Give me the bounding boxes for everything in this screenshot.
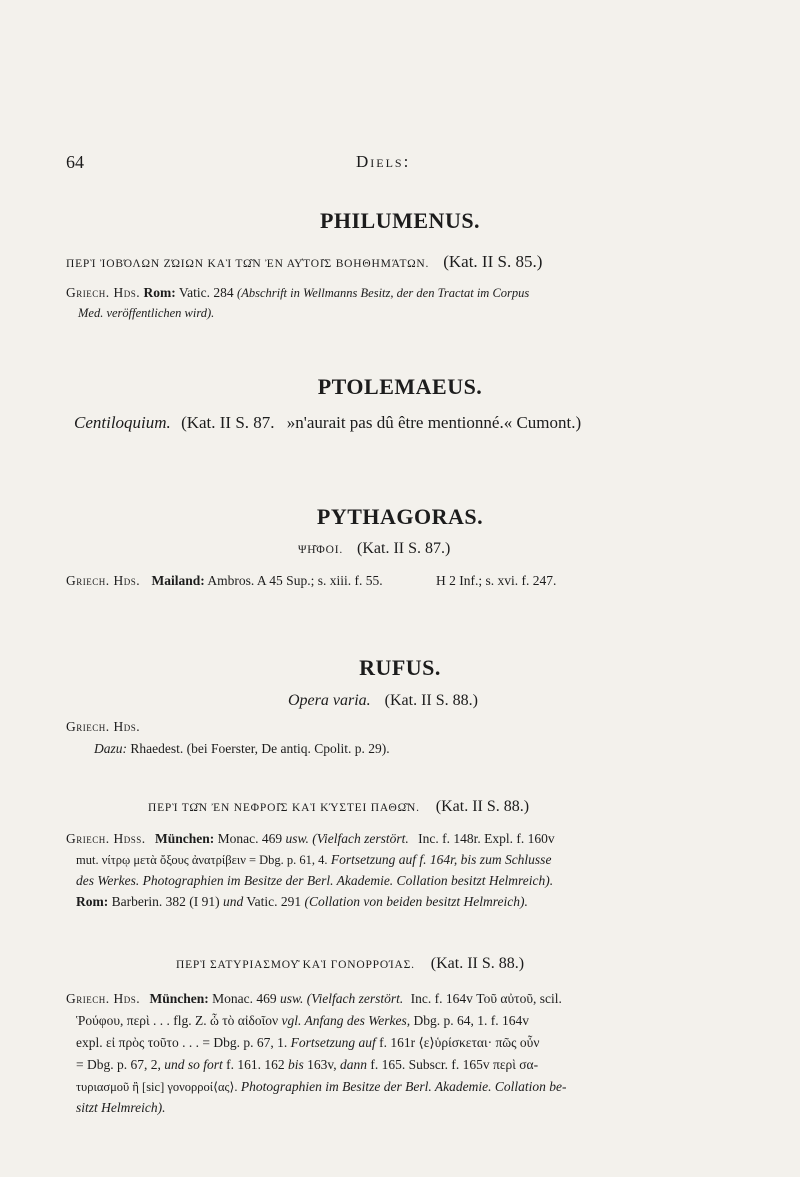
pythagoras-ref: (Kat. II S. 87.) [357, 540, 451, 557]
rufus-s3-greek-title: ΠΕΡῚ ΣΑΤΥΡΙΑΣΜΟΥ͂ ΚΑῚ ΓΟΝΟΡΡΟΊΑΣ. [176, 959, 415, 971]
rufus-s3-satyriasmou: τυριασμοῦ ἢ [sic] γονορροί⟨ας⟩. [76, 1080, 238, 1094]
ptolemaeus-quote: »n'aurait pas dû être mentionné.« Cumont.) [286, 413, 582, 432]
rufus-s3-f161: f. 161r ⟨ε⟩ὑρίσκεται· πῶς οὖν [379, 1035, 540, 1050]
heading-ptolemaeus: PTOLEMAEUS. [317, 374, 483, 399]
rufus-rhaedest: Rhaedest. [130, 741, 184, 756]
rufus-s3-line-6: sitzt Helmreich). [76, 1100, 166, 1115]
rufus-s3-usw: usw. (Vielfach zerstört. [280, 991, 404, 1006]
rufus-s2-rom: Rom: [76, 894, 109, 909]
rufus-s2-monac: Monac. 469 [217, 831, 283, 846]
rufus-s2-line-1 [66, 831, 555, 847]
rufus-s2-inc: Inc. f. 148r. Expl. f. 160v [418, 831, 555, 846]
rufus-s2-und: und [222, 894, 244, 909]
rufus-dazu-line [94, 741, 390, 757]
rufus-s2-fortsetzung: Fortsetzung auf f. 164r, bis zum Schlusse [330, 852, 552, 867]
rufus-s3-bis: bis [288, 1057, 304, 1072]
rufus-s2-ref: (Kat. II S. 88.) [435, 798, 530, 815]
rufus-s3-title-line [176, 955, 524, 973]
philumenus-vatic: Vatic. 284 [178, 285, 234, 300]
rufus-opera-line [288, 692, 478, 710]
rufus-s3-dbg64: Dbg. p. 64, 1. f. 164v [413, 1013, 529, 1028]
rufus-s3-line-2 [76, 1013, 529, 1029]
rufus-s2-mut: mut. νίτρῳ μετὰ ὄξους ἀνατρίβειν = Dbg. p. 61, 4. [76, 853, 328, 867]
ptolemaeus-line [74, 413, 581, 433]
heading-philumenus: PHILUMENUS. [319, 208, 481, 233]
rufus-s3-dann: dann [340, 1057, 368, 1072]
rufus-s3-line-1 [66, 991, 562, 1007]
ptolemaeus-ref: (Kat. II S. 87. [181, 413, 275, 432]
pythagoras-title-line [298, 540, 450, 558]
rufus-opera-ref: (Kat. II S. 88.) [384, 692, 478, 709]
rufus-s2-line-2 [76, 852, 551, 868]
pythagoras-hds: Griech. Hds. [66, 573, 141, 588]
rufus-s2-line-4 [76, 894, 528, 910]
rufus-s3-line-5 [76, 1079, 566, 1095]
rufus-s3-hds: Griech. Hds. [66, 991, 141, 1006]
rufus-s2-usw: usw. (Vielfach zerstört. [285, 831, 409, 846]
rufus-s3-subscr: f. 165. Subscr. f. 165v περὶ σα- [370, 1057, 539, 1072]
rufus-s2-muenchen: München: [155, 831, 215, 846]
ptolemaeus-work: Centiloquium. [74, 413, 171, 432]
rufus-opera-title: Opera varia. [288, 692, 371, 709]
philumenus-line-2: Med. veröffentlichen wird). [78, 306, 215, 320]
heading-rufus: RUFUS. [359, 655, 441, 680]
pythagoras-ambros: Ambros. A 45 Sup.; s. xiii. f. 55. [207, 573, 383, 588]
page-number: 64 [66, 152, 84, 172]
pythagoras-h2: H 2 Inf.; s. xvi. f. 247. [435, 573, 557, 588]
philumenus-note: (Abschrift in Wellmanns Besitz, der den Tractat im Corpus [237, 286, 530, 300]
rufus-s3-inc: Inc. f. 164v Τοῦ αὐτοῦ, scil. [410, 991, 562, 1006]
rufus-s3-monac: Monac. 469 [212, 991, 277, 1006]
rufus-s2-collation: (Collation von beiden besitzt Helmreich). [304, 894, 528, 909]
rufus-s3-line-3 [76, 1035, 539, 1051]
rufus-s2-hdss: Griech. Hdss. [66, 831, 146, 846]
philumenus-greek-title: ΠΕΡῚ ἸΟΒΌΛΩΝ ΖΏΙΩΝ ΚΑῚ ΤΩ͂Ν ἘΝ ΑΥ̓ΤΟΙ͂Σ ΒΟΗΘΗΜΆΤΩΝ. [66, 258, 430, 270]
rufus-s2-greek-title: ΠΕΡῚ ΤΩ͂Ν ἘΝ ΝΕΦΡΟΙ͂Σ ΚΑῚ ΚΎΣΤΕΙ ΠΑΘΩ͂Ν. [148, 802, 420, 814]
heading-pythagoras: PYTHAGORAS. [316, 504, 484, 529]
rufus-s3-photographien: Photographien im Besitze der Berl. Akademie. Collation be- [240, 1079, 567, 1094]
rufus-s2-title-line [148, 798, 529, 816]
pythagoras-greek-title: ΨΗ͂ΦΟΙ. [298, 544, 344, 556]
philumenus-rom: Rom: [143, 285, 176, 300]
rufus-s3-163v: 163v, [307, 1057, 337, 1072]
rufus-hds: Griech. Hds. [66, 719, 141, 734]
rufus-s3-muenchen: München: [149, 991, 209, 1006]
running-title: Diels: [356, 152, 411, 171]
rufus-s2-vatic: Vatic. 291 [246, 894, 302, 909]
rufus-s3-vgl: vgl. Anfang des Werkes, [281, 1013, 411, 1028]
rufus-s3-fortsetzung: Fortsetzung auf [290, 1035, 376, 1050]
rufus-foerster: (bei Foerster, De antiq. Cpolit. p. 29). [186, 741, 390, 756]
rufus-s3-roufou: Ῥούφου, περὶ . . . flg. Z. ὦ τὸ αἰδοῖον [76, 1013, 279, 1028]
pythagoras-mailand: Mailand: [151, 573, 205, 588]
rufus-s3-ref: (Kat. II S. 88.) [430, 955, 525, 972]
rufus-dazu: Dazu: [94, 741, 127, 756]
rufus-s3-so-fort: und so fort [164, 1057, 223, 1072]
rufus-s2-line-3: des Werkes. Photographien im Besitze der Berl. Akademie. Collation besitzt Helmreich). [76, 873, 554, 888]
rufus-s3-f161-162: f. 161. 162 [226, 1057, 285, 1072]
philumenus-line-1 [66, 285, 529, 301]
rufus-s3-line-4 [76, 1057, 538, 1073]
philumenus-hds: Griech. Hds. [66, 285, 141, 300]
rufus-s3-dbg67: = Dbg. p. 67, 2, [76, 1057, 161, 1072]
philumenus-title-line [66, 252, 542, 272]
rufus-s2-barberin: Barberin. 382 (I 91) [111, 894, 220, 909]
pythagoras-line [66, 573, 556, 589]
philumenus-ref: (Kat. II S. 85.) [443, 252, 543, 271]
rufus-s3-expl: expl. εἰ πρὸς τοῦτο . . . = Dbg. p. 67, 1. [76, 1035, 288, 1050]
